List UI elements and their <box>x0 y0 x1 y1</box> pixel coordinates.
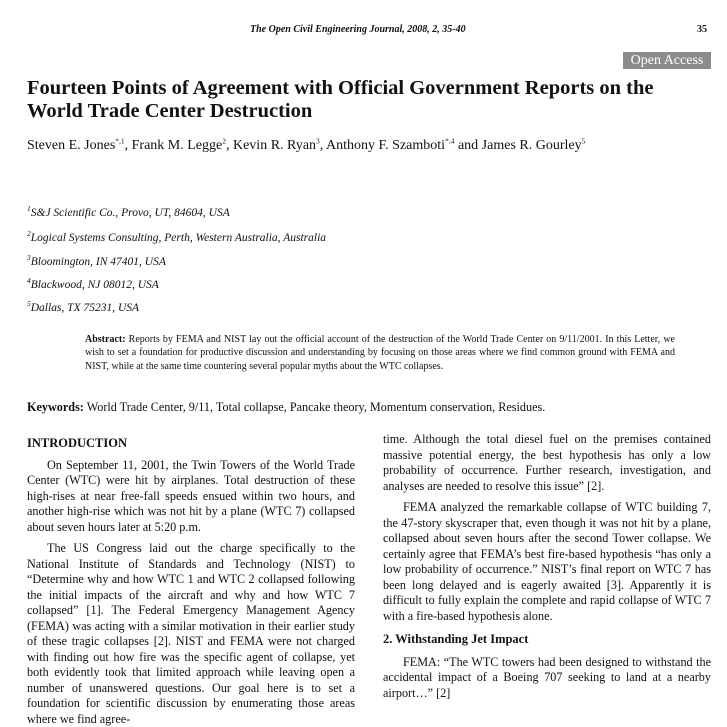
keywords <box>27 400 717 415</box>
paragraph: FEMA analyzed the remarkable collapse of WTC building 7, the 47-story skyscraper that, even though it was not hit by a plane, collapsed about seven hours after the second Tower collapse. We certainly agree that FEMA’s best fire-based hypothesis “has only a low probability of occurrence.” NIST’s final report on WTC 7 has been long delayed and is eagerly awaited [3]. Apparently it is difficult to fully explain the complete and rapid collapse of WTC 7 with a fire-based hypothesis alone. <box>383 500 711 623</box>
affiliation: $^5$Dallas, TX 75231, USA <box>27 299 140 314</box>
author: Frank M. Legge$^2$, <box>131 136 233 153</box>
open-access-badge: Open Access <box>623 52 711 69</box>
abstract-label: Abstract: <box>85 334 126 345</box>
paragraph-continuation: time. Although the total diesel fuel on the premises contained massive potential energy, the best hypothesis has only a low probability of occurrence. Further research, investigation, and analyses are needed to resolve this issue” [2]. <box>383 432 711 493</box>
author: Kevin R. Ryan$^3$, <box>232 136 327 153</box>
keywords-text: World Trade Center, 9/11, Total collapse, Pancake theory, Momentum conservation, Residues. <box>83 400 546 414</box>
paragraph: FEMA: “The WTC towers had been designed to withstand the accidental impact of a Boeing 707 seeking to land at a nearby airport…” [2] <box>383 654 711 700</box>
journal-citation: The Open Civil Engineering Journal, 2008, 2, 35-40 <box>250 24 466 35</box>
author: Steven E. Jones$^{*,1}$, <box>27 136 132 153</box>
section-heading-introduction: INTRODUCTION <box>27 436 128 450</box>
paragraph: The US Congress laid out the charge specifically to the National Institute of Standards and Technology (NIST) to “Determine why and how WTC 1 and WTC 2 collapsed following the initial impacts of the aircraft and why and how WTC 7 collapsed” [1]. The Federal Emergency Management Agency (FEMA) was acting with a similar motivation in their earlier study of these tragic collapses [2]. NIST and FEMA were not charged with finding out how fire was the specific agent of collapse, yet both evidently took that limited approach while leaving open a number of unanswered questions. Our goal here is to set a foundation for scientific discussion by enumerating those areas where we find agree- <box>27 541 355 726</box>
affiliation: $^3$Bloomington, IN 47401, USA <box>27 253 166 268</box>
abstract-text: Reports by FEMA and NIST lay out the official account of the destruction of the World Trade Center on 9/11/2001. In this Letter, we wish to set a foundation for productive discussion and understanding by focusing on those areas where we find common ground with FEMA and NIST, while at the same time countering several popular myths about the WTC collapses. <box>85 334 675 372</box>
keywords-label: Keywords: <box>27 400 84 414</box>
affiliation: $^2$Logical Systems Consulting, Perth, Western Australia, Australia <box>27 229 327 244</box>
author: James R. Gourley$^5$ <box>481 136 586 153</box>
left-column <box>27 436 355 727</box>
section-heading-jet-impact: 2. Withstanding Jet Impact <box>383 632 529 646</box>
affiliation: $^4$Blackwood, NJ 08012, USA <box>27 276 159 291</box>
affiliation: $^1$S&J Scientific Co., Provo, UT, 84604, USA <box>27 204 230 219</box>
abstract <box>85 333 675 373</box>
author: Anthony F. Szamboti$^{*,4}$ and <box>326 136 482 153</box>
paragraph: On September 11, 2001, the Twin Towers of the World Trade Center (WTC) were hit by airplanes. Total destruction of these high-rises at near free-fall speeds ensued within two hours, and another high-rise which was not hit by a plane (WTC 7) collapsed about seven hours later at 5:20 p.m. <box>27 457 355 534</box>
paper-title: Fourteen Points of Agreement with Official Government Reports on the World Trade Center Destruction <box>27 77 654 122</box>
right-column <box>383 432 711 701</box>
page-number: 35 <box>697 24 707 35</box>
author-list <box>27 137 667 155</box>
